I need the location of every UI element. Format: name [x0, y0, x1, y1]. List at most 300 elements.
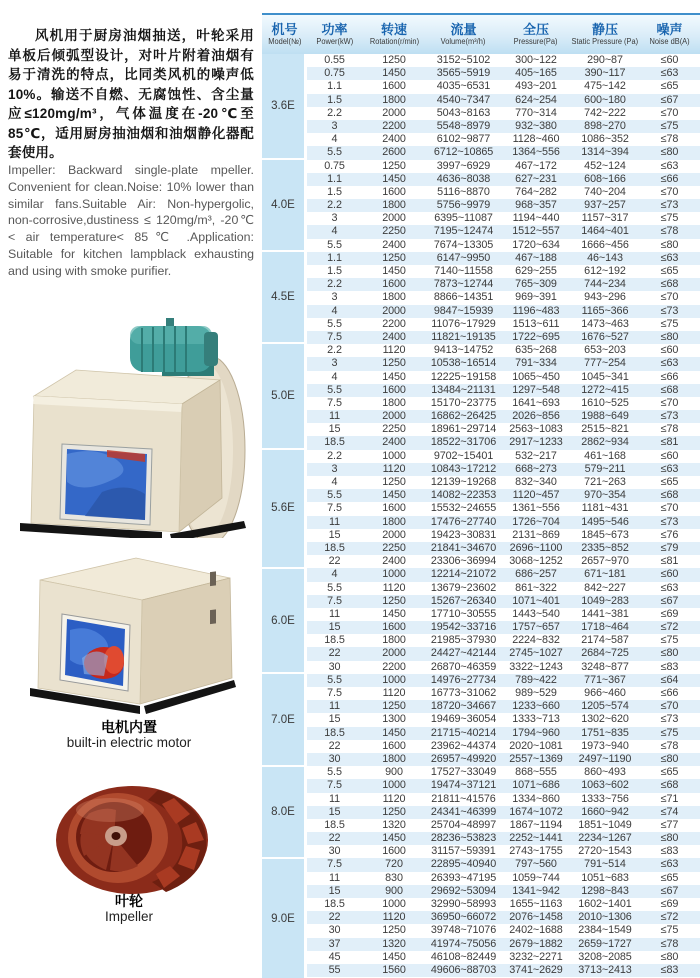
table-cell: 30 — [328, 845, 341, 858]
table-cell: 13679~23602 — [430, 581, 497, 594]
table-cell: 2200 — [382, 317, 406, 330]
table-cell: 2402~1688 — [509, 924, 563, 937]
table-cell: 15 — [328, 713, 341, 726]
table-cell: 7140~11558 — [434, 265, 493, 277]
table-row — [307, 595, 700, 608]
table-cell: 475~142 — [584, 80, 626, 93]
table-cell: 12225~19158 — [430, 370, 497, 383]
table-cell: 17476~27740 — [430, 515, 497, 528]
data-rows — [307, 54, 700, 978]
table-cell: 0.75 — [324, 67, 345, 80]
table-cell: 1726~704 — [512, 515, 560, 528]
table-cell: 5043~8163 — [436, 106, 491, 119]
table-row — [307, 858, 700, 871]
table-cell: 770~314 — [515, 106, 557, 119]
table-row — [307, 647, 700, 660]
table-cell: 5116~8870 — [437, 185, 490, 198]
table-header-cell — [307, 15, 362, 54]
table-cell: ≤60 — [660, 449, 679, 462]
table-cell: 3713~2413 — [578, 963, 632, 976]
table-cell: 11 — [328, 700, 340, 713]
table-cell: 1250 — [382, 700, 406, 713]
model-group-cell: 6.0E — [262, 569, 304, 675]
table-cell: 15267~26340 — [430, 594, 497, 607]
table-cell: 2.2 — [327, 106, 342, 119]
table-cell: 1120 — [382, 344, 406, 357]
table-cell: 4540~7347 — [436, 93, 491, 106]
caption-motor-en: built-in electric motor — [66, 735, 192, 750]
table-row — [307, 357, 700, 370]
table-row — [307, 291, 700, 304]
table-cell: 1233~660 — [512, 700, 560, 713]
table-cell: ≤81 — [660, 436, 679, 449]
table-cell: 1300 — [382, 713, 406, 726]
table-cell: 627~231 — [515, 172, 557, 185]
table-cell: 1.1 — [327, 251, 342, 264]
table-cell: 5.5 — [327, 146, 342, 159]
table-cell: 36950~66072 — [430, 911, 497, 924]
table-row — [307, 502, 700, 515]
table-row — [307, 265, 700, 278]
table-cell: 932~380 — [515, 119, 557, 132]
table-cell: 1196~483 — [512, 304, 560, 317]
table-cell: ≤69 — [660, 607, 679, 620]
table-cell: ≤73 — [660, 410, 679, 423]
table-cell: ≤70 — [660, 106, 679, 119]
table-cell: 12139~19268 — [430, 476, 497, 488]
table-cell: 1000 — [382, 568, 406, 581]
table-row — [307, 529, 700, 542]
caption-impeller-cn: 叶轮 — [115, 893, 143, 909]
header-label-cn: 全压 — [522, 22, 549, 37]
table-cell: 30 — [328, 660, 341, 673]
table-cell: 832~340 — [515, 476, 557, 488]
table-row — [307, 318, 700, 331]
table-row — [307, 674, 700, 687]
intro-paragraph-cn: 风机用于厨房油烟抽送，叶轮采用单板后倾弧型设计，对叶片附着油烟有易于清洗的特点，比同类风机的噪声低10%。输送不自燃、无腐蚀性、含尘量应≤120mg/m³，气体温度在-20℃至85℃，适用厨房抽油烟和油烟静化器配套使用。 — [8, 28, 254, 160]
table-cell: 1800 — [382, 396, 406, 409]
header-label-en: Volume(m³/h) — [441, 37, 486, 46]
table-cell: ≤60 — [660, 54, 679, 66]
table-header-cell — [426, 15, 501, 54]
table-cell: ≤76 — [660, 528, 679, 541]
table-cell: 18.5 — [324, 634, 345, 647]
table-row — [307, 700, 700, 713]
front-window — [60, 614, 130, 691]
table-cell: 2000 — [382, 410, 406, 423]
table-cell: 1641~693 — [512, 396, 560, 409]
table-cell: 23306~36994 — [430, 555, 497, 568]
table-cell: ≤83 — [660, 963, 679, 976]
table-cell: 1757~657 — [512, 621, 560, 634]
impeller — [56, 786, 208, 894]
table-cell: 3 — [331, 291, 338, 304]
table-cell: ≤68 — [660, 383, 679, 396]
left-panel — [0, 0, 258, 978]
table-cell: ≤73 — [660, 199, 679, 212]
table-cell: 1071~686 — [512, 779, 560, 792]
table-cell: 1298~843 — [581, 884, 629, 897]
spec-table — [262, 13, 700, 978]
table-cell: ≤67 — [660, 594, 679, 607]
table-cell: 3248~877 — [581, 660, 629, 673]
table-cell: 10538~16514 — [430, 357, 497, 370]
table-cell: 1867~1194 — [509, 818, 563, 831]
table-cell: ≤67 — [660, 884, 679, 897]
table-cell: 7.5 — [327, 687, 342, 699]
table-cell: 1720~634 — [512, 238, 560, 251]
table-cell: ≤73 — [660, 304, 679, 317]
table-cell: ≤80 — [660, 950, 679, 963]
table-cell: ≤74 — [660, 805, 679, 818]
table-cell: ≤80 — [660, 146, 679, 159]
table-cell: 1000 — [382, 449, 406, 462]
table-cell: 26957~49920 — [430, 752, 497, 765]
table-cell: 2174~587 — [581, 634, 629, 647]
table-cell: 1751~835 — [581, 726, 629, 739]
table-row — [307, 384, 700, 397]
table-cell: 1065~450 — [512, 370, 560, 383]
table-cell: ≤71 — [660, 792, 679, 805]
table-row — [307, 225, 700, 238]
table-cell: 612~192 — [584, 265, 626, 277]
table-header-cell — [262, 15, 307, 54]
fan-unit-photo-with-motor — [12, 292, 248, 538]
table-cell: 5.5 — [327, 489, 342, 502]
table-row — [307, 212, 700, 225]
table-cell: 2400 — [382, 133, 406, 146]
table-cell: ≤78 — [660, 739, 679, 752]
model-group-cell: 4.0E — [262, 160, 304, 252]
table-cell: 5.5 — [327, 317, 342, 330]
table-cell: ≤63 — [660, 159, 679, 172]
table-cell: 1450 — [382, 265, 406, 277]
table-cell: 1513~611 — [512, 317, 560, 330]
table-row — [307, 278, 700, 291]
table-row — [307, 951, 700, 964]
table-cell: 1600 — [382, 739, 406, 752]
table-cell: 2335~852 — [581, 541, 629, 554]
table-cell: 1250 — [382, 924, 406, 937]
table-cell: 1600 — [382, 621, 406, 634]
table-cell: 1495~546 — [581, 515, 629, 528]
table-cell: 2000 — [382, 304, 406, 317]
table-cell: 4 — [331, 476, 338, 488]
table-row — [307, 898, 700, 911]
table-cell: ≤65 — [660, 766, 679, 779]
table-row — [307, 964, 700, 977]
table-row — [307, 107, 700, 120]
fan-unit-photo-impeller-window — [12, 538, 248, 724]
model-group-cell: 9.0E — [262, 859, 304, 978]
table-cell: 32990~58993 — [430, 898, 497, 910]
table-cell: 1600 — [382, 185, 406, 198]
table-cell: 2400 — [382, 238, 406, 251]
table-cell: 1666~456 — [581, 238, 629, 251]
table-cell: 1988~649 — [581, 410, 629, 423]
table-cell: 467~188 — [515, 251, 557, 264]
table-cell: ≤63 — [660, 581, 679, 594]
table-cell: 18.5 — [324, 541, 345, 554]
table-cell: 25704~48997 — [430, 818, 497, 831]
electric-motor — [130, 318, 218, 376]
table-cell: ≤66 — [660, 370, 679, 383]
table-cell: 898~270 — [584, 119, 626, 132]
table-cell: 3322~1243 — [509, 660, 563, 673]
table-cell: 18.5 — [324, 898, 345, 910]
table-cell: 12214~21072 — [430, 568, 497, 581]
table-cell: 2250 — [382, 423, 406, 436]
table-cell: 2000 — [382, 647, 406, 660]
table-row — [307, 186, 700, 199]
table-cell: 744~234 — [584, 278, 626, 291]
table-cell: 1600 — [382, 80, 406, 93]
table-cell: 2010~1306 — [578, 911, 632, 924]
table-cell: 1157~317 — [581, 212, 629, 225]
table-cell: ≤68 — [660, 278, 679, 291]
table-cell: 11 — [328, 607, 340, 620]
table-cell: 15170~23775 — [430, 396, 497, 409]
table-cell: 19469~36054 — [430, 713, 497, 726]
table-cell: 5.5 — [327, 673, 342, 686]
table-cell: 2563~1083 — [509, 423, 563, 436]
table-cell: 1297~548 — [512, 383, 560, 396]
table-cell: 842~227 — [584, 581, 626, 594]
table-cell: 22 — [328, 555, 341, 568]
table-header-row — [262, 13, 700, 54]
table-cell: 2200 — [382, 119, 406, 132]
table-cell: 2000 — [382, 528, 406, 541]
table-cell: 1800 — [382, 93, 406, 106]
table-cell: 1.1 — [327, 172, 342, 185]
table-cell: 969~391 — [515, 291, 557, 304]
table-row — [307, 608, 700, 621]
table-cell: 1250 — [382, 54, 406, 66]
table-cell: 26870~46359 — [430, 660, 497, 673]
header-label-en: Power(kW) — [316, 37, 353, 46]
table-cell: ≤63 — [660, 462, 679, 475]
table-cell: 452~124 — [584, 159, 626, 172]
table-cell: 1676~527 — [581, 330, 629, 343]
table-cell: 7.5 — [327, 594, 342, 607]
table-cell: 17710~30555 — [430, 607, 497, 620]
table-cell: 11 — [328, 410, 340, 423]
table-cell: 6712~10865 — [433, 146, 494, 159]
table-cell: 21715~40214 — [430, 726, 497, 739]
table-cell: 1610~525 — [581, 396, 629, 409]
table-cell: 830 — [385, 871, 403, 884]
table-cell: 405~165 — [515, 67, 557, 80]
table-row — [307, 344, 700, 357]
table-row — [307, 146, 700, 159]
table-row — [307, 885, 700, 898]
table-cell: 1443~540 — [512, 607, 560, 620]
table-cell: 15 — [328, 621, 341, 634]
table-cell: 493~201 — [515, 80, 557, 93]
table-cell: 4 — [331, 225, 338, 238]
table-cell: 7.5 — [327, 330, 342, 343]
table-cell: 1000 — [382, 779, 406, 792]
table-cell: 21985~37930 — [430, 634, 497, 647]
table-cell: 968~357 — [515, 199, 557, 212]
table-cell: 1722~695 — [512, 330, 560, 343]
table-cell: 22 — [328, 647, 341, 660]
header-label-cn: 转速 — [380, 22, 407, 37]
table-cell: 2657~970 — [581, 555, 629, 568]
table-cell: 797~560 — [515, 858, 557, 871]
table-cell: 1250 — [382, 159, 406, 172]
table-cell: ≤80 — [660, 238, 679, 251]
table-cell: 2020~1081 — [509, 739, 563, 752]
table-cell: 1333~713 — [512, 713, 560, 726]
table-row — [307, 120, 700, 133]
table-cell: ≤72 — [660, 911, 679, 924]
table-row — [307, 727, 700, 740]
table-row — [307, 173, 700, 186]
table-cell: ≤60 — [660, 568, 679, 581]
table-cell: ≤77 — [660, 818, 679, 831]
table-cell: 1800 — [382, 634, 406, 647]
table-cell: ≤65 — [660, 871, 679, 884]
table-cell: 1165~366 — [581, 304, 629, 317]
table-cell: 1051~683 — [581, 871, 629, 884]
table-row — [307, 713, 700, 726]
table-cell: 15 — [328, 528, 341, 541]
table-cell: 1655~1163 — [509, 898, 563, 910]
table-cell: 11821~19135 — [431, 330, 496, 343]
table-cell: 6102~9877 — [436, 133, 491, 146]
model-column — [262, 54, 304, 978]
table-row — [307, 542, 700, 555]
table-cell: ≤70 — [660, 396, 679, 409]
table-cell: 5.5 — [327, 766, 342, 779]
caption-impeller-en: Impeller — [104, 909, 153, 924]
table-cell: 1120 — [382, 911, 406, 924]
table-cell: 1120 — [382, 687, 406, 699]
table-cell: 16773~31062 — [430, 687, 497, 699]
table-cell: 1334~860 — [512, 792, 560, 805]
table-row — [307, 753, 700, 766]
table-cell: 26393~47195 — [430, 871, 497, 884]
table-cell: 15 — [328, 423, 341, 436]
table-cell: 2.2 — [327, 278, 342, 291]
table-cell: 4 — [331, 304, 338, 317]
table-cell: 390~117 — [584, 67, 626, 80]
table-header-cell — [571, 15, 639, 54]
table-cell: 2250 — [382, 541, 406, 554]
table-row — [307, 938, 700, 951]
table-cell: 7.5 — [327, 396, 342, 409]
table-row — [307, 582, 700, 595]
table-cell: 3208~2085 — [578, 950, 632, 963]
table-cell: 1450 — [382, 489, 406, 502]
table-cell: 300~122 — [515, 54, 557, 66]
table-cell: 791~334 — [515, 357, 557, 370]
table-cell: ≤83 — [660, 845, 679, 858]
table-cell: 1120 — [382, 462, 406, 475]
header-label-en: Static Pressure (Pa) — [571, 37, 639, 46]
table-cell: 1473~463 — [581, 317, 629, 330]
table-cell: 1845~673 — [581, 528, 629, 541]
table-cell: 2250 — [382, 225, 406, 238]
table-cell: 1.5 — [327, 185, 342, 198]
table-cell: 860~493 — [584, 766, 626, 779]
table-cell: 0.55 — [324, 54, 345, 66]
table-row — [307, 199, 700, 212]
table-cell: 624~254 — [515, 93, 557, 106]
table-cell: 1450 — [382, 950, 406, 963]
table-cell: 1071~401 — [512, 594, 560, 607]
table-cell: 1800 — [382, 515, 406, 528]
table-cell: 900 — [385, 884, 403, 897]
table-cell: 740~204 — [584, 185, 626, 198]
table-cell: 7.5 — [327, 779, 342, 792]
table-cell: 30 — [328, 752, 341, 765]
header-label-cn: 功率 — [321, 22, 348, 37]
table-cell: 1600 — [382, 383, 406, 396]
table-cell: 22 — [328, 832, 341, 845]
table-cell: ≤65 — [660, 80, 679, 93]
table-cell: 3565~5919 — [436, 67, 491, 80]
table-cell: 17527~33049 — [430, 766, 497, 779]
table-cell: ≤73 — [660, 515, 679, 528]
table-cell: ≤75 — [660, 726, 679, 739]
table-cell: 1600 — [382, 502, 406, 515]
model-group-cell: 4.5E — [262, 252, 304, 344]
table-cell: 1181~431 — [581, 502, 629, 515]
table-cell: 2234~1267 — [578, 832, 632, 845]
table-cell: 1800 — [382, 752, 406, 765]
table-cell: 1250 — [382, 251, 406, 264]
table-cell: 4636~8038 — [436, 172, 491, 185]
table-row — [307, 160, 700, 173]
table-cell: 1059~744 — [512, 871, 560, 884]
table-cell: 1320 — [382, 937, 406, 950]
table-row — [307, 450, 700, 463]
impeller-photo — [48, 784, 212, 896]
table-cell: 18522~31706 — [430, 436, 497, 449]
table-cell: ≤66 — [660, 172, 679, 185]
table-cell: 3741~2629 — [509, 963, 563, 976]
table-cell: 18.5 — [324, 726, 345, 739]
table-cell: 9702~15401 — [433, 449, 494, 462]
table-cell: 30 — [328, 924, 341, 937]
table-cell: 9413~14752 — [433, 344, 494, 357]
table-cell: 2679~1882 — [509, 937, 563, 950]
table-cell: 18.5 — [324, 818, 345, 831]
table-cell: 943~296 — [584, 291, 626, 304]
table-cell: ≤78 — [660, 423, 679, 436]
table-cell: 10843~17212 — [430, 462, 497, 475]
table-cell: 1800 — [382, 199, 406, 212]
table-cell: 1464~401 — [581, 225, 629, 238]
table-cell: 2200 — [382, 660, 406, 673]
table-cell: ≤63 — [660, 357, 679, 370]
table-cell: ≤80 — [660, 647, 679, 660]
table-cell: 18.5 — [324, 436, 345, 449]
table-cell: 11076~17929 — [431, 317, 496, 330]
table-cell: 6395~11087 — [434, 212, 493, 225]
table-cell: ≤73 — [660, 713, 679, 726]
table-row — [307, 305, 700, 318]
table-cell: 8866~14351 — [433, 291, 494, 304]
table-row — [307, 621, 700, 634]
table-cell: 2400 — [382, 330, 406, 343]
table-cell: 686~257 — [515, 568, 557, 581]
table-header-cell — [501, 15, 571, 54]
table-row — [307, 661, 700, 674]
table-cell: 742~222 — [584, 106, 626, 119]
